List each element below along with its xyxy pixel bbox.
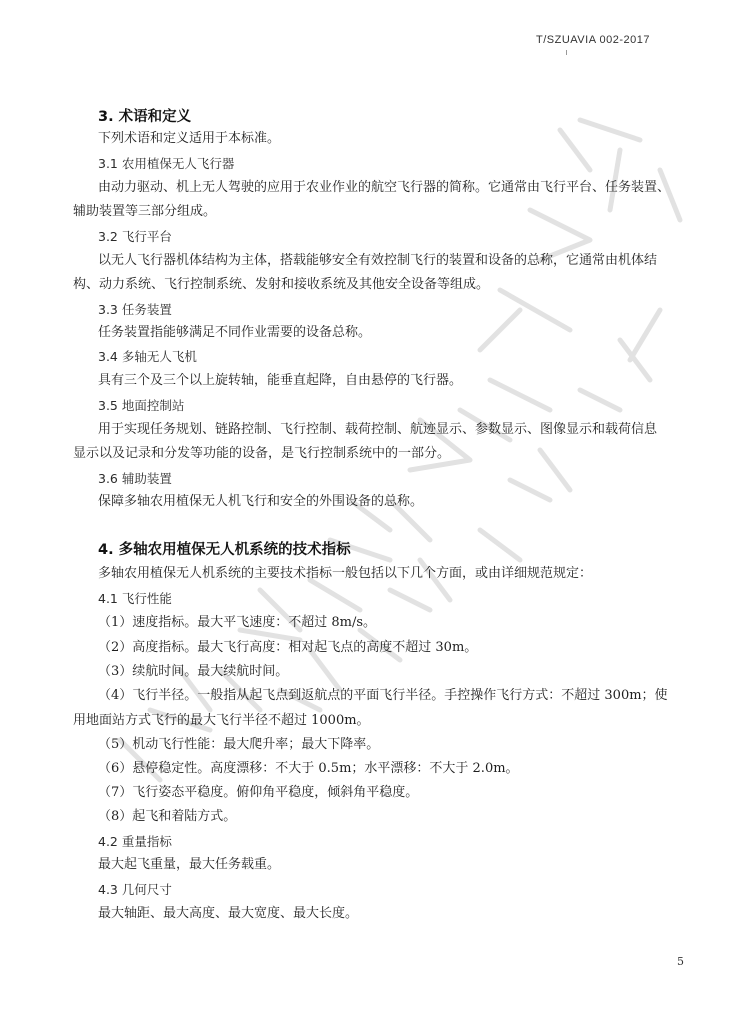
term-3-1-body-cont: 辅助装置等三部分组成。	[73, 204, 217, 219]
page-number: 5	[677, 955, 684, 968]
term-3-6-title: 3.6 辅助装置	[98, 471, 172, 486]
term-3-3-title: 3.3 任务装置	[98, 302, 172, 317]
term-3-2-title: 3.2 飞行平台	[98, 229, 172, 244]
term-3-4-body: 具有三个及三个以上旋转轴，能垂直起降，自由悬停的飞行器。	[98, 373, 463, 388]
term-3-5-body-cont: 显示以及记录和分发等功能的设备，是飞行控制系统中的一部分。	[73, 446, 451, 461]
performance-item-5: （5）机动飞行性能：最大爬升率；最大下降率。	[98, 737, 380, 752]
performance-item-3: （3）续航时间。最大续航时间。	[98, 664, 289, 679]
term-3-5-body: 用于实现任务规划、链路控制、飞行控制、载荷控制、航迹显示、参数显示、图像显示和载荷信息	[98, 422, 658, 437]
performance-item-2: （2）高度指标。最大飞行高度：相对起飞点的高度不超过 30m。	[98, 640, 478, 655]
performance-item-4: （4）飞行半径。一般指从起飞点到返航点的平面飞行半径。手控操作飞行方式：不超过 300m；使	[98, 688, 668, 703]
term-3-1-title: 3.1 农用植保无人飞行器	[98, 156, 235, 171]
term-3-1-body: 由动力驱动、机上无人驾驶的应用于农业作业的航空飞行器的简称。它通常由飞行平台、任务装置、	[98, 180, 671, 195]
performance-item-8: （8）起飞和着陆方式。	[98, 809, 237, 824]
performance-item-6: （6）悬停稳定性。高度漂移：不大于 0.5m；水平漂移：不大于 2.0m。	[98, 761, 519, 776]
performance-item-1: （1）速度指标。最大平飞速度：不超过 8m/s。	[98, 615, 377, 630]
subsection-4-3-body: 最大轴距、最大高度、最大宽度、最大长度。	[98, 906, 359, 921]
term-3-5-title: 3.5 地面控制站	[98, 398, 185, 413]
section-4-title: 4. 多轴农用植保无人机系统的技术指标	[98, 542, 351, 558]
performance-item-7: （7）飞行姿态平稳度。俯仰角平稳度，倾斜角平稳度。	[98, 785, 419, 800]
section-3-intro: 下列术语和定义适用于本标准。	[98, 131, 281, 146]
term-3-2-body: 以无人飞行器机体结构为主体，搭载能够安全有效控制飞行的装置和设备的总称，它通常由机体结	[98, 253, 658, 268]
term-3-3-body: 任务装置指能够满足不同作业需要的设备总称。	[98, 325, 372, 340]
section-3-title: 3. 术语和定义	[98, 109, 192, 125]
subsection-4-1-title: 4.1 飞行性能	[98, 591, 172, 606]
performance-item-4-cont: 用地面站方式飞行的最大飞行半径不超过 1000m。	[73, 713, 370, 728]
subsection-4-2-body: 最大起飞重量，最大任务载重。	[98, 857, 281, 872]
term-3-4-title: 3.4 多轴无人飞机	[98, 349, 197, 364]
term-3-2-body-cont: 构、动力系统、飞行控制系统、发射和接收系统及其他安全设备等组成。	[73, 277, 490, 292]
section-4-intro: 多轴农用植保无人机系统的主要技术指标一般包括以下几个方面，或由详细规范规定：	[98, 566, 593, 581]
standard-code: T/SZUAVIA 002-2017	[536, 34, 650, 46]
term-3-6-body: 保障多轴农用植保无人机飞行和安全的外围设备的总称。	[98, 494, 424, 509]
subsection-4-3-title: 4.3 几何尺寸	[98, 882, 172, 897]
header-mark	[566, 50, 567, 55]
subsection-4-2-title: 4.2 重量指标	[98, 834, 172, 849]
